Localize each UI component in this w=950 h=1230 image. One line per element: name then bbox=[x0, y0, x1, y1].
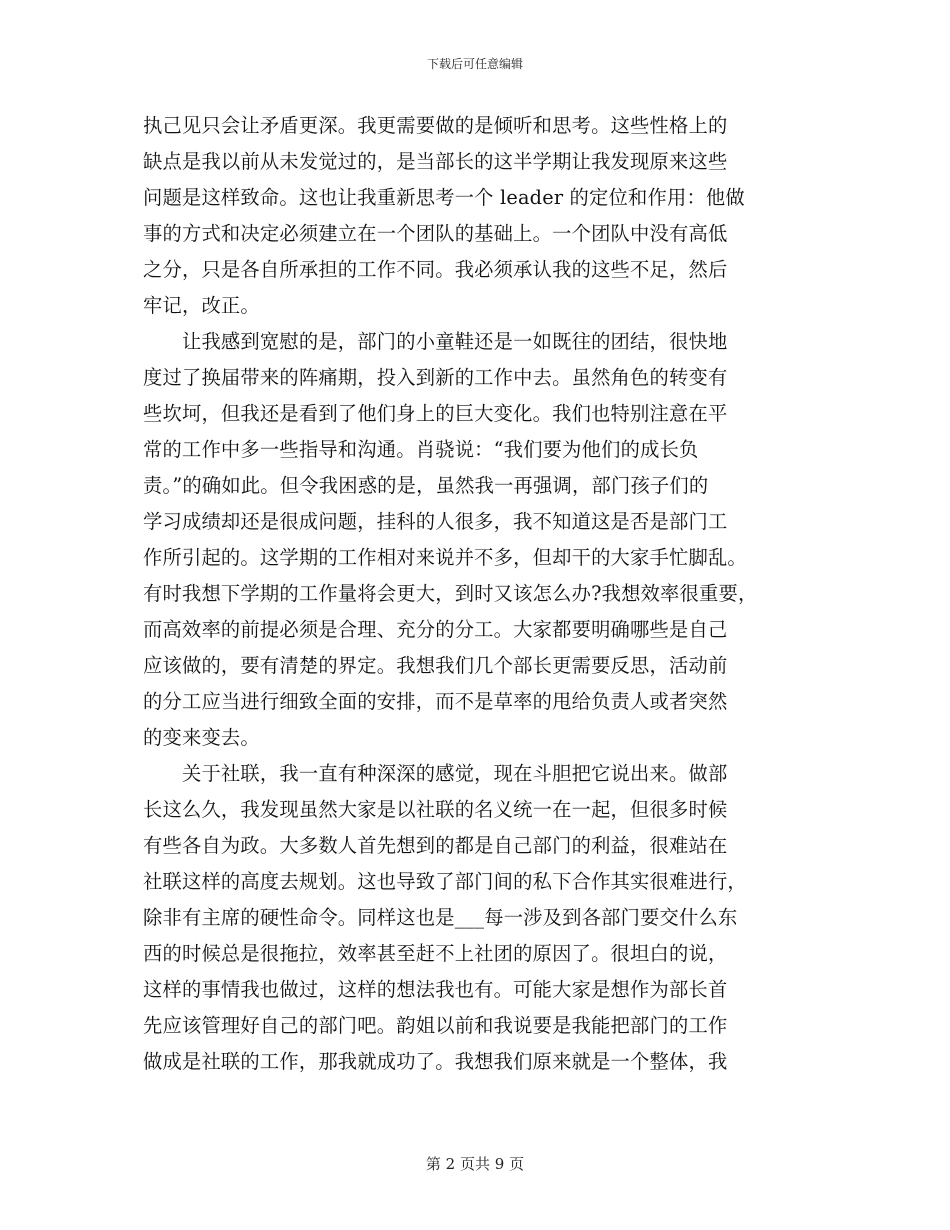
text-line: 责。”的确如此。但令我困惑的是，虽然我一再强调，部门孩子们的 bbox=[143, 474, 709, 497]
text-line: 些坎坷，但我还是看到了他们身上的巨大变化。我们也特别注意在平 bbox=[143, 402, 728, 425]
text-line: 而高效率的前提必须是合理、充分的分工。大家都要明确哪些是自己 bbox=[143, 618, 728, 641]
text-line: 做成是社联的工作，那我就成功了。我想我们原来就是一个整体，我 bbox=[143, 1050, 728, 1073]
text-line: 度过了换届带来的阵痛期，投入到新的工作中去。虽然角色的转变有 bbox=[143, 366, 728, 389]
text-line: 关于社联，我一直有种深深的感觉，现在斗胆把它说出来。做部 bbox=[143, 762, 728, 785]
text-line: 长这么久，我发现虽然大家是以社联的名义统一在一起，但很多时候 bbox=[143, 798, 728, 821]
page-header: 下载后可任意编辑 bbox=[426, 57, 523, 71]
text-line: 这样的事情我也做过，这样的想法我也有。可能大家是想作为部长首 bbox=[143, 978, 728, 1001]
text-line: 除非有主席的硬性命令。同样这也是___每一涉及到各部门要交什么东 bbox=[143, 906, 738, 929]
document-body bbox=[143, 108, 803, 1080]
text-line: 先应该管理好自己的部门吧。韵姐以前和我说要是我能把部门的工作 bbox=[143, 1014, 728, 1037]
text-line: 的分工应当进行细致全面的安排，而不是草率的甩给负责人或者突然 bbox=[143, 690, 728, 713]
text-line: 让我感到宽慰的是，部门的小童鞋还是一如既往的团结，很快地 bbox=[143, 330, 728, 353]
text-line: 有时我想下学期的工作量将会更大，到时又该怎么办?我想效率很重要， bbox=[143, 582, 758, 605]
text-line: 问题是这样致命。这也让我重新思考一个 leader 的定位和作用：他做 bbox=[143, 186, 745, 209]
text-line: 作所引起的。这学期的工作相对来说并不多，但却干的大家手忙脚乱。 bbox=[143, 546, 747, 569]
text-line: 学习成绩却还是很成问题，挂科的人很多，我不知道这是否是部门工 bbox=[143, 510, 728, 533]
text-line: 事的方式和决定必须建立在一个团队的基础上。一个团队中没有高低 bbox=[143, 222, 728, 245]
text-line: 西的时候总是很拖拉，效率甚至赶不上社团的原因了。很坦白的说， bbox=[143, 942, 728, 965]
text-line: 有些各自为政。大多数人首先想到的都是自己部门的利益，很难站在 bbox=[143, 834, 728, 857]
text-line: 执己见只会让矛盾更深。我更需要做的是倾听和思考。这些性格上的 bbox=[143, 114, 728, 137]
text-line: 之分，只是各自所承担的工作不同。我必须承认我的这些不足，然后 bbox=[143, 258, 728, 281]
text-line: 牢记，改正。 bbox=[143, 294, 260, 317]
text-line: 社联这样的高度去规划。这也导致了部门间的私下合作其实很难进行， bbox=[143, 870, 747, 893]
text-line: 的变来变去。 bbox=[143, 726, 260, 749]
text-line: 应该做的，要有清楚的界定。我想我们几个部长更需要反思，活动前 bbox=[143, 654, 728, 677]
page-footer: 第 2 页共 9 页 bbox=[425, 1155, 525, 1173]
text-line: 缺点是我以前从未发觉过的，是当部长的这半学期让我发现原来这些 bbox=[143, 150, 728, 173]
text-line: 常的工作中多一些指导和沟通。肖骁说：“我们要为他们的成长负 bbox=[143, 438, 699, 461]
